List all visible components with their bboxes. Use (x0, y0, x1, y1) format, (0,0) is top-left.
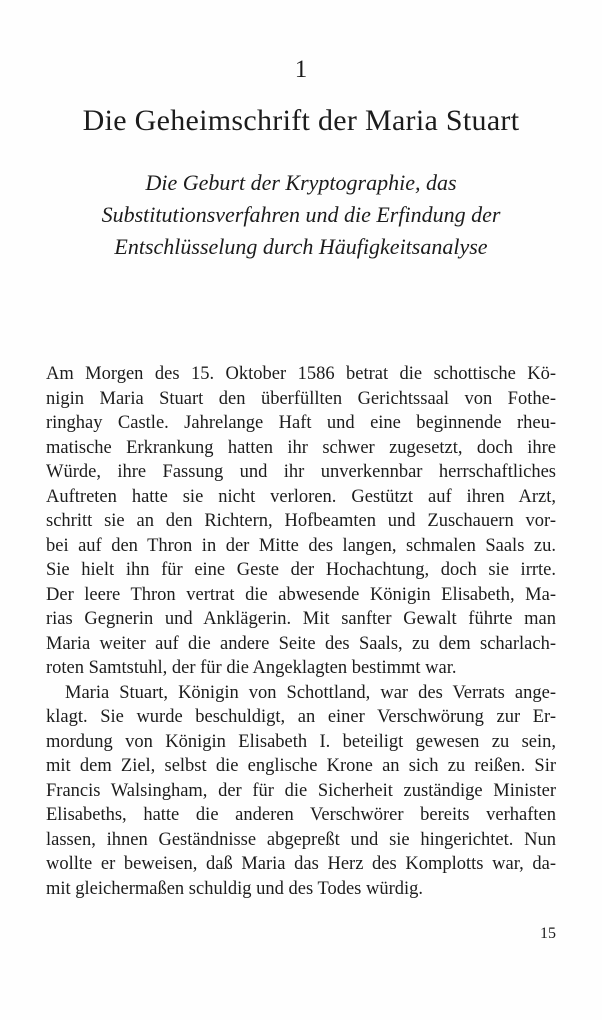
text-line: Würde, ihre Fassung und ihr unverkennbar herrschaftliches (46, 462, 556, 482)
text-line: mordung von Königin Elisabeth I. beteiligt gewesen zu sein, (46, 731, 556, 752)
text-line: Sie hielt ihn für eine Geste der Hochachtung, doch sie irrte. (46, 560, 556, 580)
text-line: Der leere Thron vertrat die abwesende Königin Elisabeth, Ma- (46, 584, 556, 605)
text-line: lassen, ihnen Geständnisse abgepreßt und sie hingerichtet. Nun (46, 829, 556, 850)
text-line: klagt. Sie wurde beschuldigt, an einer Verschwörung zur Er- (46, 707, 556, 727)
text-line: matische Erkrankung hatten ihr schwer zugesetzt, doch ihre (46, 437, 556, 458)
chapter-subtitle-line: Entschlüsselung durch Häufigkeitsanalyse (114, 234, 488, 259)
text-line: Elisabeths, hatte die anderen Verschwörer bereits verhaften (46, 805, 556, 825)
chapter-subtitle (0, 167, 602, 263)
text-line: nigin Maria Stuart den überfüllten Gerichtssaal von Fothe- (46, 388, 556, 409)
text-line: Am Morgen des 15. Oktober 1586 betrat die schottische Kö- (46, 364, 556, 384)
text-line: mit dem Ziel, selbst die englische Krone an sich zu reißen. Sir (46, 756, 556, 776)
paragraph (46, 362, 556, 681)
text-line: bei auf den Thron in der Mitte des langen, schmalen Saals zu. (46, 535, 556, 556)
page-number: 15 (540, 925, 556, 942)
text-line: rias Gegnerin und Anklägerin. Mit sanfter Gewalt führte man (46, 609, 556, 629)
text-line: Maria Stuart, Königin von Schottland, war des Verrats ange- (65, 682, 556, 703)
body-text (46, 362, 556, 901)
chapter-title: Die Geheimschrift der Maria Stuart (82, 104, 520, 137)
text-line: roten Samtstuhl, der für die Angeklagten bestimmt war. (46, 658, 457, 678)
text-line: schritt sie an den Richtern, Hofbeamten und Zuschauern vor- (46, 511, 556, 531)
text-line: Auftreten hatte sie nicht verloren. Gestützt auf ihren Arzt, (46, 486, 556, 507)
chapter-number: 1 (294, 56, 308, 83)
text-line: ringhay Castle. Jahrelange Haft und eine beginnende rheu- (46, 413, 556, 433)
text-line: Maria weiter auf die andere Seite des Saals, zu dem scharlach- (46, 633, 556, 654)
paragraph (46, 681, 556, 902)
text-line: mit gleichermaßen schuldig und des Todes würdig. (46, 878, 424, 899)
text-line: Francis Walsingham, der für die Sicherheit zuständige Minister (46, 780, 556, 801)
text-line: wollte er beweisen, daß Maria das Herz des Komplotts war, da- (46, 854, 556, 874)
chapter-subtitle-line: Substitutionsverfahren und die Erfindung der (101, 202, 501, 227)
chapter-subtitle-line: Die Geburt der Kryptographie, das (145, 170, 457, 195)
